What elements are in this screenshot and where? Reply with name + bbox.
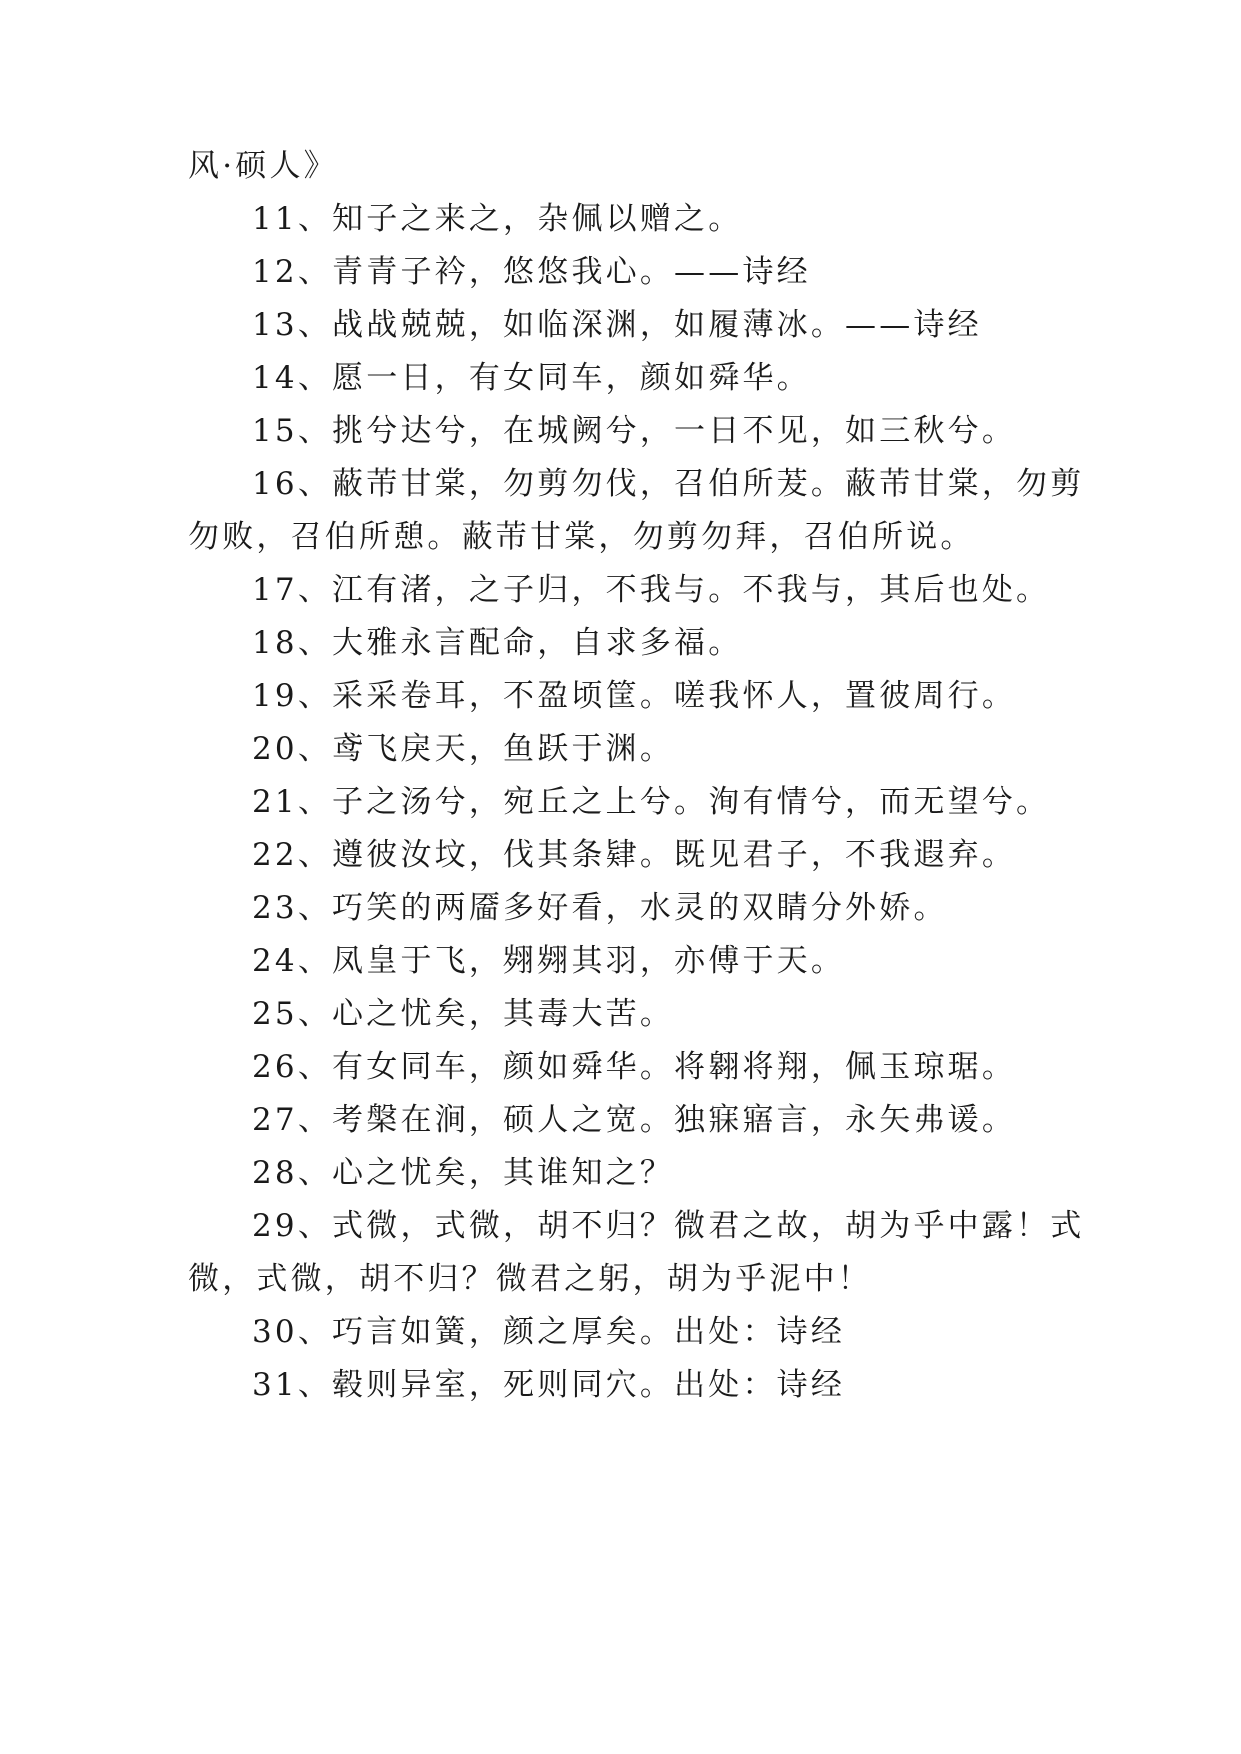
text-line: 30、巧言如簧，颜之厚矣。出处：诗经	[252, 1314, 846, 1350]
text-line: 微，式微，胡不归？微君之躬，胡为乎泥中！	[188, 1261, 872, 1297]
text-line: 勿败，召伯所憩。蔽芾甘棠，勿剪勿拜，召伯所说。	[188, 519, 975, 555]
text-line: 11、知子之来之，杂佩以赠之。	[252, 201, 743, 237]
text-line: 24、凤皇于飞，翙翙其羽，亦傅于天。	[252, 943, 846, 979]
text-line: 21、子之汤兮，宛丘之上兮。洵有情兮，而无望兮。	[252, 784, 1051, 820]
text-line: 16、蔽芾甘棠，勿剪勿伐，召伯所茇。蔽芾甘棠，勿剪	[252, 466, 1085, 502]
text-line: 20、鸢飞戾天，鱼跃于渊。	[252, 731, 675, 767]
text-line: 26、有女同车，颜如舜华。将翱将翔，佩玉琼琚。	[252, 1049, 1017, 1085]
text-line: 13、战战兢兢，如临深渊，如履薄冰。——诗经	[252, 307, 982, 343]
text-line: 27、考槃在涧，硕人之宽。独寐寤言，永矢弗谖。	[252, 1102, 1017, 1138]
text-line: 14、愿一日，有女同车，颜如舜华。	[252, 360, 811, 396]
text-line: 22、遵彼汝坟，伐其条肄。既见君子，不我遐弃。	[252, 837, 1017, 873]
text-line: 19、采采卷耳，不盈顷筐。嗟我怀人，置彼周行。	[252, 678, 1017, 714]
text-line: 23、巧笑的两靥多好看，水灵的双睛分外娇。	[252, 890, 948, 926]
text-line: 31、毂则异室，死则同穴。出处：诗经	[252, 1367, 846, 1403]
text-line: 17、江有渚，之子归，不我与。不我与，其后也处。	[252, 572, 1051, 608]
text-line: 风·硕人》	[188, 148, 338, 184]
text-line: 28、心之忧矣，其谁知之？	[252, 1155, 675, 1191]
text-line: 18、大雅永言配命，自求多福。	[252, 625, 743, 661]
text-line: 25、心之忧矣，其毒大苦。	[252, 996, 675, 1032]
text-line: 15、挑兮达兮，在城阙兮，一日不见，如三秋兮。	[252, 413, 1017, 449]
text-line: 29、式微，式微，胡不归？微君之故，胡为乎中露！式	[252, 1208, 1085, 1244]
text-line: 12、青青子衿，悠悠我心。——诗经	[252, 254, 811, 290]
